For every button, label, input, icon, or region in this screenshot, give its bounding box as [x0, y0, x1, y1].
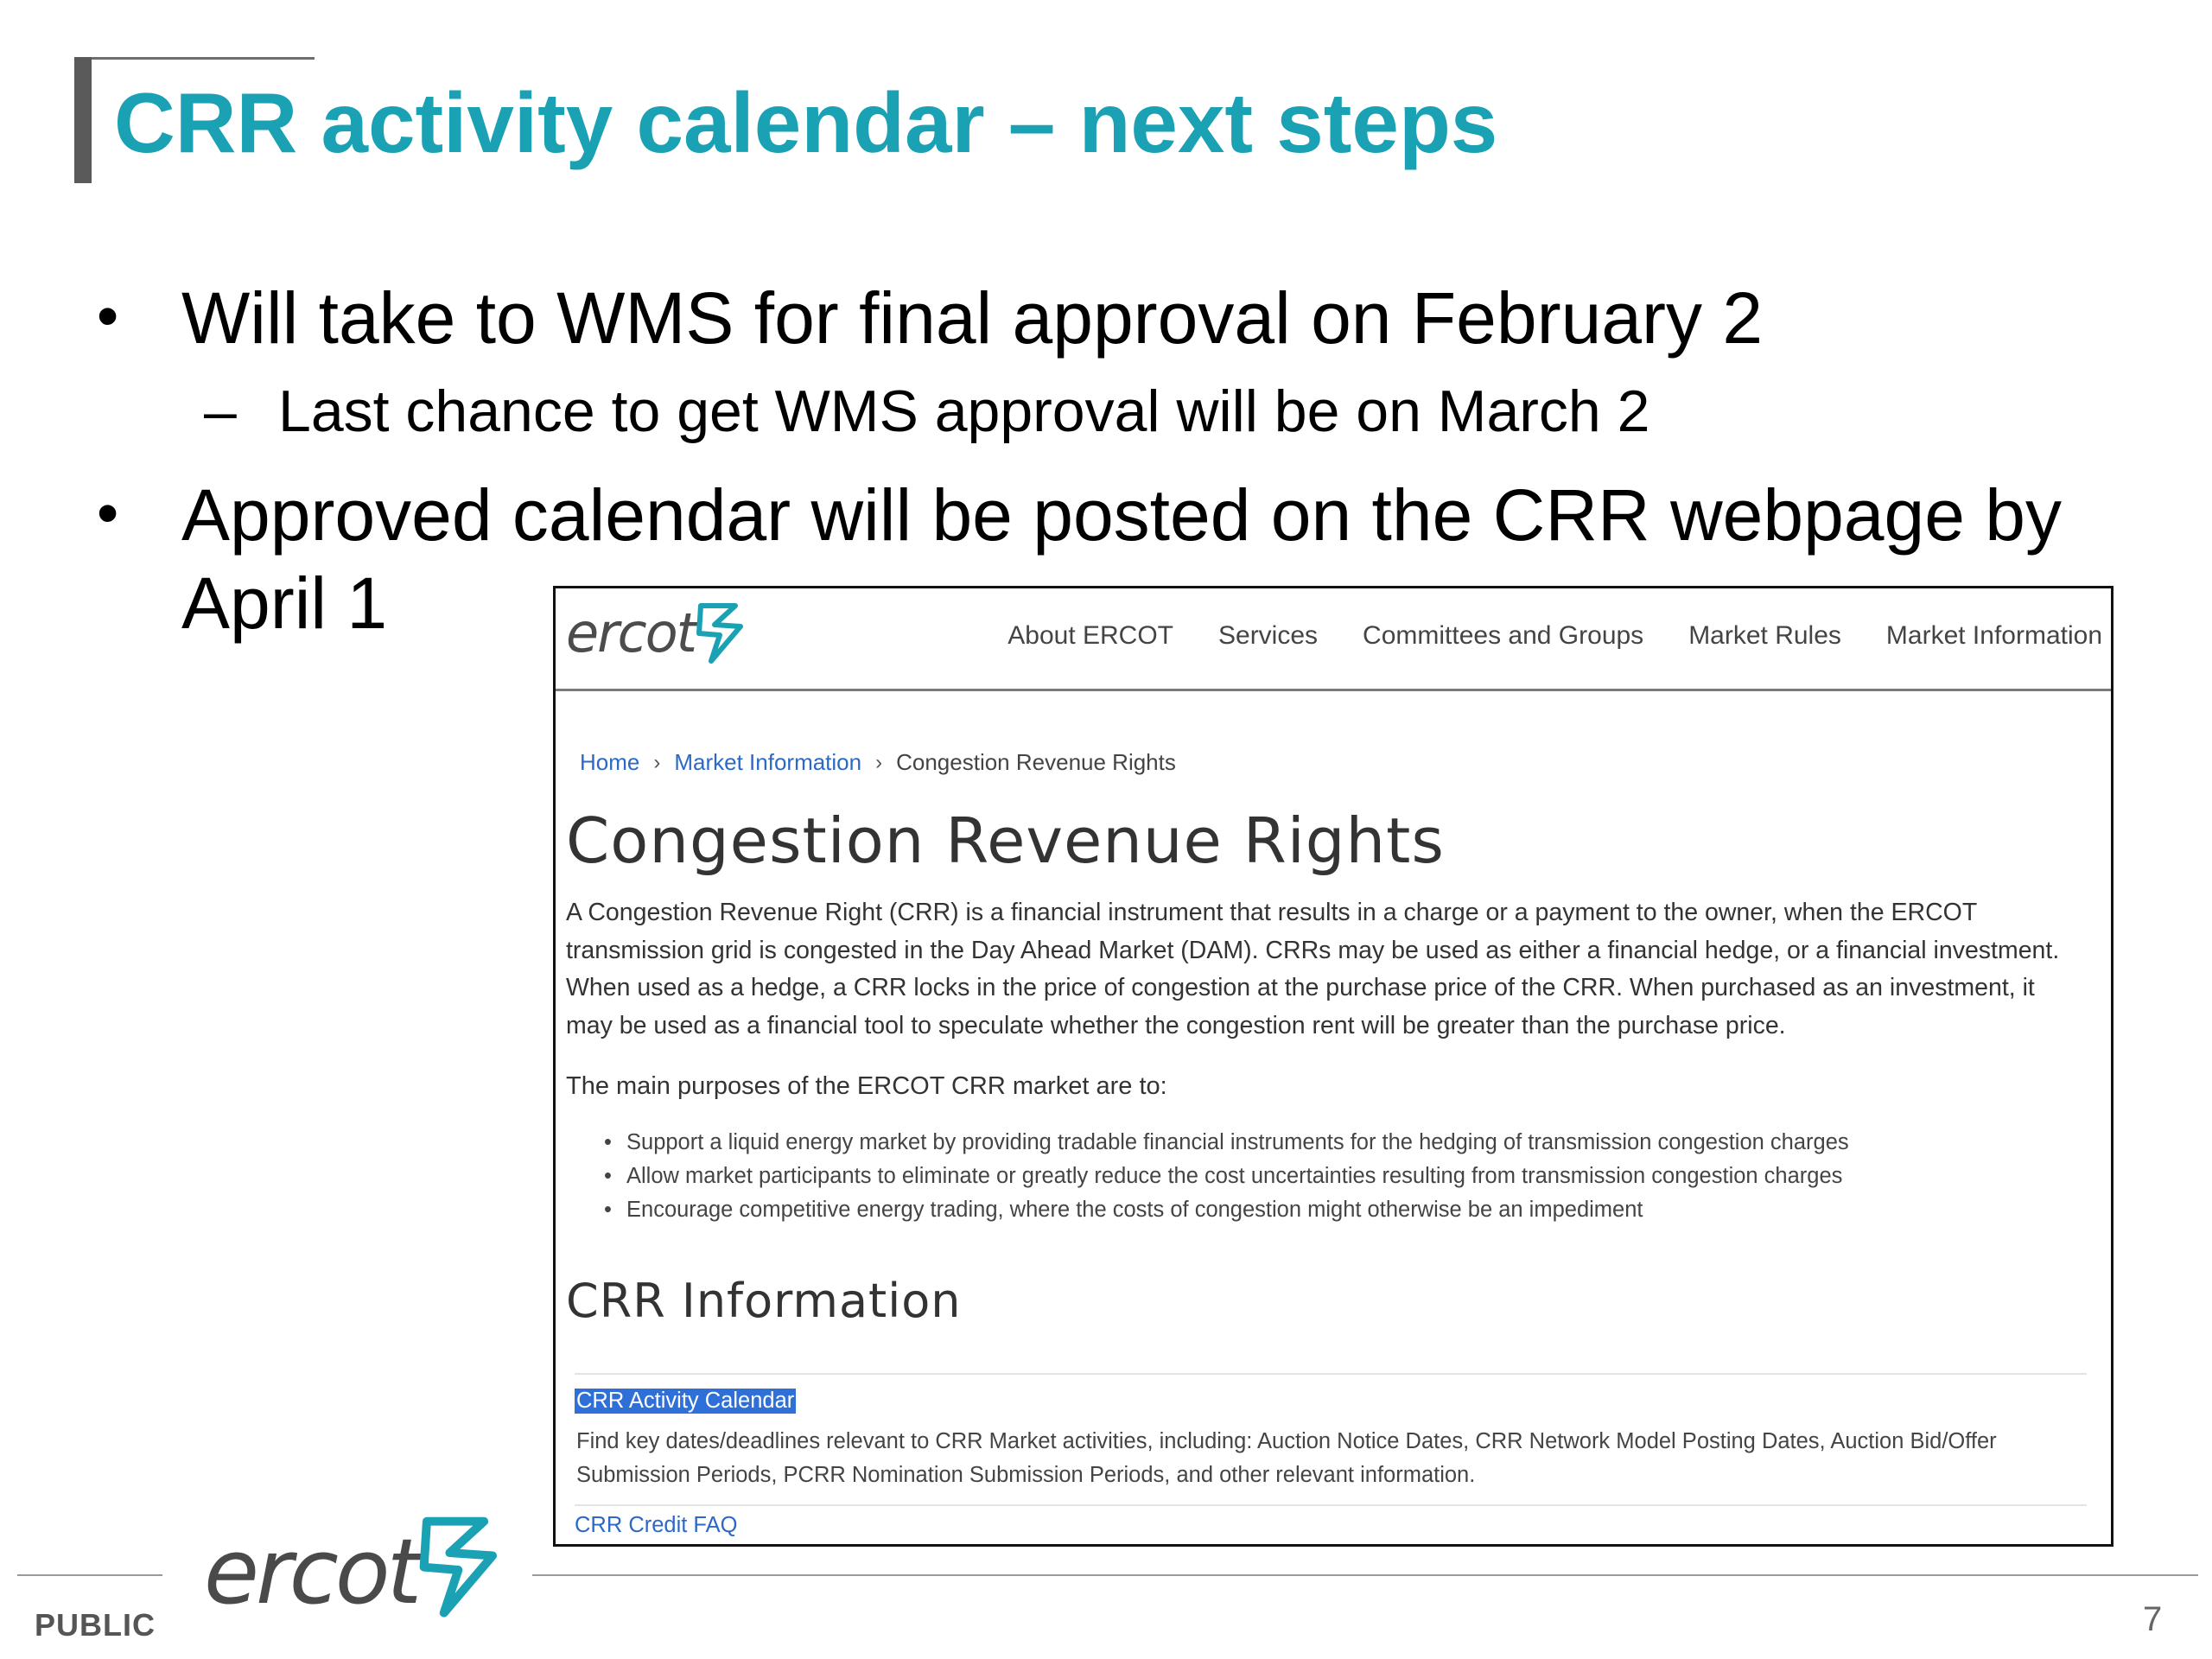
purposes-list: [604, 1126, 1849, 1227]
crr-credit-faq-link[interactable]: CRR Credit FAQ: [575, 1513, 738, 1537]
crr-information-heading: CRR Information: [566, 1274, 962, 1328]
footer-ercot-logo: [204, 1512, 501, 1624]
section-divider: [575, 1504, 2087, 1506]
classification-label: PUBLIC: [35, 1607, 156, 1643]
header-divider: [556, 689, 2111, 691]
title-accent-rule: [74, 57, 315, 60]
page-heading: Congestion Revenue Rights: [566, 804, 1445, 877]
bullet-marker: •: [97, 282, 119, 351]
footer-rule-left: [17, 1574, 162, 1576]
ercot-logo-text: ercot: [566, 601, 696, 664]
nav-market-rules[interactable]: Market Rules: [1688, 621, 1841, 650]
footer-rule-right: [532, 1574, 2198, 1576]
lightning-bolt-icon: [696, 601, 746, 664]
breadcrumb-current: Congestion Revenue Rights: [896, 749, 1176, 775]
bullet-2-line-2: April 1: [181, 563, 388, 644]
page-number: 7: [2143, 1600, 2163, 1638]
nav-about-ercot[interactable]: About ERCOT: [1007, 621, 1173, 650]
intro-paragraph: A Congestion Revenue Right (CRR) is a financial instrument that results in a charge or a payment to the owner, when the ERCOT transmission grid is congested in the Day Ahead Market (DAM). CRRs may be used as either a financial hedge, or a financial investment. When used as a hedge, a CRR locks in the price of congestion at the purchase price of the CRR. When purchased as an investment, it may be used as a financial tool to speculate whether the congestion rent will be greater than the purchase price.: [566, 899, 2060, 1039]
list-item: • Allow market participants to eliminate or greatly reduce the cost uncertainties resulting from transmission congestion charges: [604, 1160, 1849, 1193]
list-item: • Encourage competitive energy trading, where the costs of congestion might otherwise be an impediment: [604, 1193, 1849, 1227]
list-item: • Support a liquid energy market by providing tradable financial instruments for the hedging of transmission congestion charges: [604, 1126, 1849, 1160]
bullet-1-text: Will take to WMS for final approval on February 2: [181, 277, 1764, 359]
crr-webpage-screenshot: [553, 586, 2113, 1547]
title-accent-bar: [74, 57, 92, 183]
nav-market-information[interactable]: Market Information: [1885, 621, 2102, 650]
nav-committees-groups[interactable]: Committees and Groups: [1363, 621, 1644, 650]
crr-activity-calendar-link[interactable]: CRR Activity Calendar: [576, 1389, 795, 1413]
sub-bullet-1-text: Last chance to get WMS approval will be on March 2: [278, 378, 1650, 444]
calendar-description: Find key dates/deadlines relevant to CRR Market activities, including: Auction Notice Dates, CRR Network Model Posting Dates, Auction Bid/Offer Submission Periods, PCRR Nomination Submission Periods, and other relevant information.: [576, 1429, 1997, 1487]
slide-title: CRR activity calendar – next steps: [114, 75, 1498, 170]
nav-services[interactable]: Services: [1218, 621, 1319, 650]
breadcrumb-market-information[interactable]: Market Information: [674, 749, 862, 775]
bullet-marker: •: [97, 479, 119, 548]
breadcrumb-separator: ›: [875, 750, 883, 774]
breadcrumb-home[interactable]: Home: [580, 749, 640, 775]
sub-bullet-marker: –: [204, 378, 237, 444]
section-divider: [575, 1373, 2087, 1375]
purposes-intro: The main purposes of the ERCOT CRR market are to:: [566, 1072, 1167, 1100]
breadcrumb-separator: ›: [653, 750, 661, 774]
lightning-bolt-icon: [418, 1512, 501, 1619]
breadcrumb: [580, 749, 1176, 776]
bullet-2-line-1: Approved calendar will be posted on the CRR webpage by: [181, 474, 2063, 556]
footer-logo-text: ercot: [204, 1519, 419, 1624]
ercot-logo[interactable]: [566, 601, 746, 664]
main-nav: [1007, 621, 2102, 651]
